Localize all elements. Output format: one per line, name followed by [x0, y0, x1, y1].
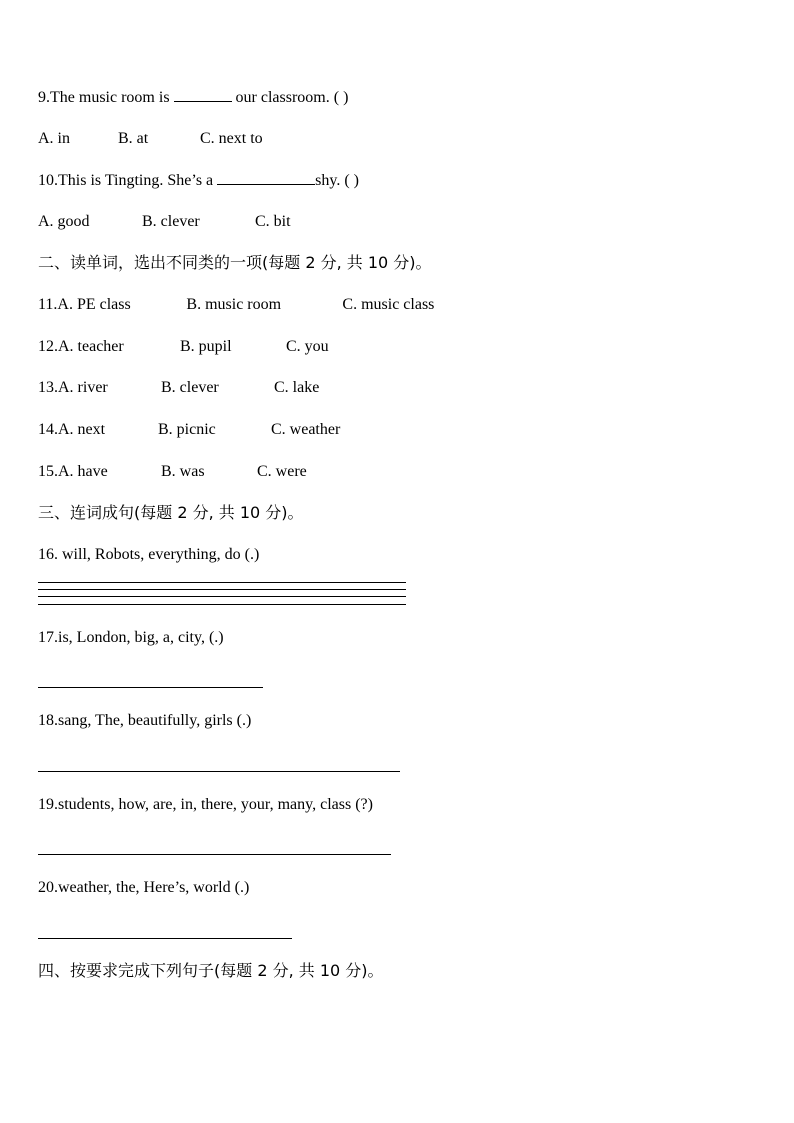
option-a[interactable]: A. next [58, 421, 106, 438]
question-number: 12. [38, 338, 58, 355]
question-number: 13. [38, 379, 58, 396]
question-13 [38, 378, 319, 398]
option-b[interactable]: B. was [161, 463, 205, 480]
answer-line[interactable] [38, 596, 406, 597]
option-a[interactable]: A. have [58, 463, 108, 480]
option-a[interactable]: A. teacher [58, 338, 124, 355]
option-c[interactable]: C. you [286, 338, 329, 355]
option-a[interactable]: A. river [58, 379, 108, 396]
answer-line[interactable] [38, 687, 263, 688]
question-10-options [38, 212, 291, 232]
question-number: 11. [38, 296, 58, 313]
answer-blank[interactable] [217, 170, 315, 185]
question-14 [38, 420, 340, 440]
question-11 [38, 295, 434, 315]
option-b[interactable]: B. music room [186, 296, 282, 313]
option-b[interactable]: B. clever [142, 213, 200, 230]
answer-line[interactable] [38, 854, 391, 855]
question-17: 17.is, London, big, a, city, (.) [38, 629, 224, 646]
answer-line[interactable] [38, 582, 406, 583]
question-20: 20.weather, the, Here’s, world (.) [38, 879, 250, 896]
answer-line[interactable] [38, 589, 406, 590]
option-b[interactable]: B. pupil [180, 338, 232, 355]
question-19: 19.students, how, are, in, there, your, many, class (?) [38, 796, 373, 813]
option-c[interactable]: C. weather [271, 421, 341, 438]
answer-line[interactable] [38, 604, 406, 605]
answer-blank[interactable] [174, 87, 232, 102]
question-9-prefix: 9.The music room is [38, 89, 174, 106]
option-c[interactable]: C. lake [274, 379, 320, 396]
question-16: 16. will, Robots, everything, do (.) [38, 546, 260, 563]
question-number: 15. [38, 463, 58, 480]
question-18: 18.sang, The, beautifully, girls (.) [38, 712, 252, 729]
option-a[interactable]: A. good [38, 213, 90, 230]
question-9-suffix: our classroom. ( ) [231, 89, 349, 106]
question-10-suffix: shy. ( ) [315, 172, 359, 189]
section-3-heading: 三、连词成句(每题 2 分, 共 10 分)。 [38, 503, 304, 522]
answer-line[interactable] [38, 771, 400, 772]
question-12 [38, 337, 329, 357]
option-c[interactable]: C. music class [342, 296, 435, 313]
option-c[interactable]: C. next to [200, 130, 263, 147]
section-2-heading: 二、读单词，选出不同类的一项(每题 2 分, 共 10 分)。 [38, 253, 432, 272]
question-10-prefix: 10.This is Tingting. She’s a [38, 172, 218, 189]
option-b[interactable]: B. clever [161, 379, 219, 396]
option-b[interactable]: B. at [118, 130, 149, 147]
option-c[interactable]: C. were [257, 463, 307, 480]
question-10 [38, 170, 359, 191]
option-c[interactable]: C. bit [255, 213, 291, 230]
question-9 [38, 87, 348, 108]
option-b[interactable]: B. picnic [158, 421, 216, 438]
question-9-options [38, 129, 263, 149]
section-4-heading: 四、按要求完成下列句子(每题 2 分, 共 10 分)。 [38, 961, 384, 980]
question-number: 14. [38, 421, 58, 438]
option-a[interactable]: A. in [38, 130, 70, 147]
answer-line[interactable] [38, 938, 292, 939]
option-a[interactable]: A. PE class [57, 296, 131, 313]
question-15 [38, 462, 307, 482]
